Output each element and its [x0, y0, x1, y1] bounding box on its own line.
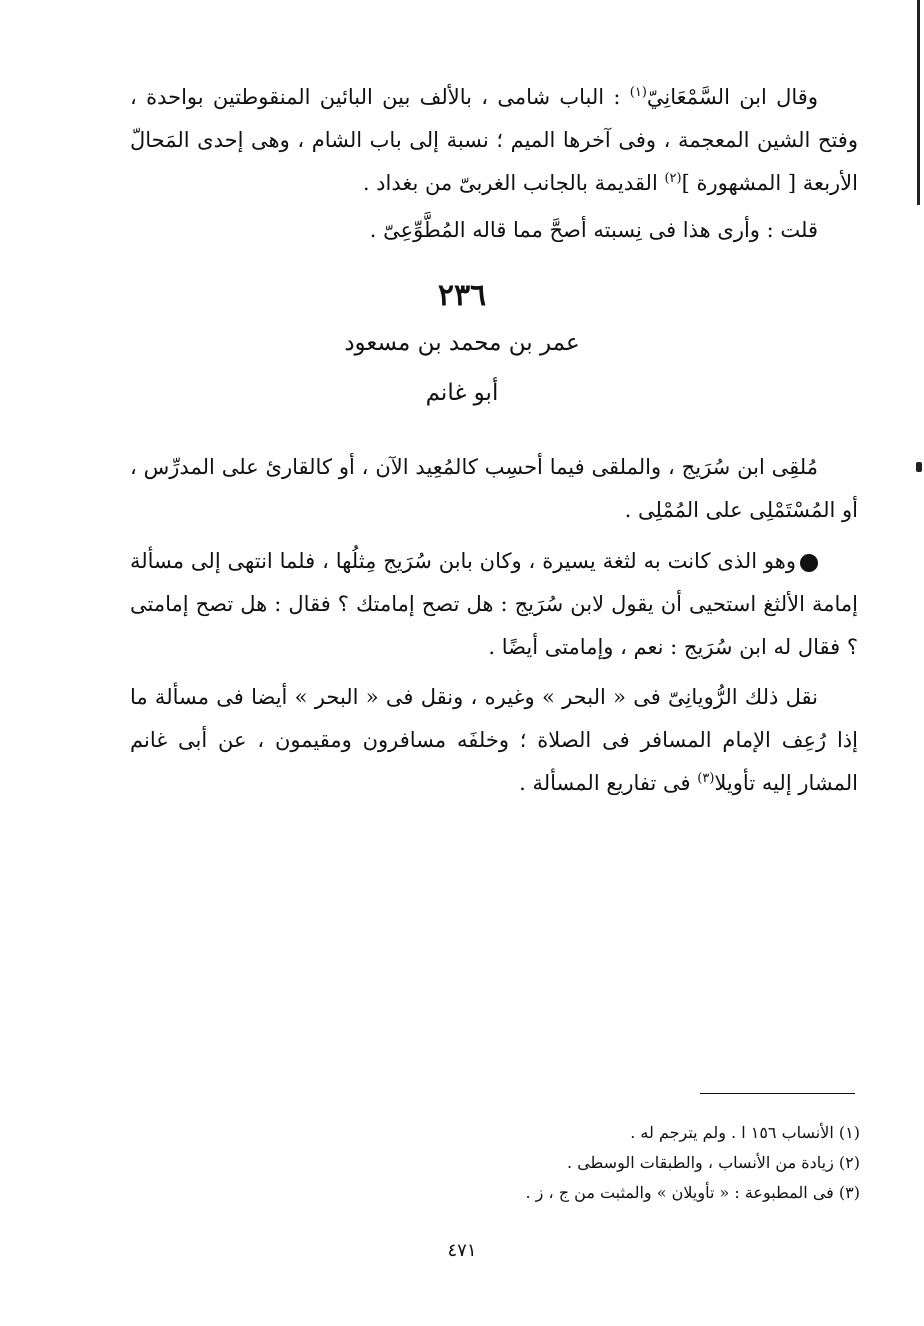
- entry-number: ٢٣٦: [437, 278, 487, 313]
- footnote-ref-1: (١): [629, 85, 647, 100]
- footnotes: [400, 1118, 860, 1208]
- paragraph-4-text: وهو الذى كانت به لثغة يسيرة ، وكان بابن سُرَيج مِثلُها ، فلما انتهى إلى مسألة إمامة الألثغ استحيى أن يقول لابن سُرَيج : هل تصح إمامتك ؟ فقال : هل تصح إمامتى ؟ فقال له ابن سُرَيج : نعم ، وإمامتى أيضًا .: [130, 549, 858, 659]
- paragraph-1-text-a: وقال ابن السَّمْعَانِيّ: [646, 85, 818, 109]
- paragraph-ruyani-report: [130, 676, 858, 805]
- entry-kunya: أبو غانم: [425, 380, 499, 406]
- paragraph-1-text-c: القديمة بالجانب الغربىّ من بغداد .: [362, 171, 665, 195]
- paragraph-5-text-b: فى تفاريع المسألة .: [519, 771, 698, 795]
- page-number: ٤٧١: [447, 1240, 477, 1261]
- footnote-2: (٢) زيادة من الأنساب ، والطبقات الوسطى .: [567, 1153, 860, 1172]
- page-edge-line: [917, 0, 920, 205]
- entry-name: عمر بن محمد بن مسعود: [344, 330, 580, 356]
- page-edge-mark: [916, 462, 922, 472]
- bullet-icon: [800, 554, 818, 572]
- paragraph-lisp-anecdote: [130, 540, 858, 669]
- paragraph-1-text-b: : الباب شامى ، بالألف بين البائين المنقوطتين بواحدة ، وفتح الشين المعجمة ، وفى آخرها الميم ؛ نسبة إلى باب الشام ، وهى إحدى المَحالّ الأربعة [ المشهورة ]: [130, 85, 858, 195]
- footnote-ref-2: (٢): [664, 171, 682, 186]
- footnote-3: (٣) فى المطبوعة : « تأويلان » والمثبت من ج ، ز .: [525, 1183, 860, 1202]
- paragraph-sam-ani-quote: [130, 76, 858, 205]
- footnote-1: (١) الأنساب ١٥٦ ا . ولم يترجم له .: [630, 1123, 860, 1142]
- paragraph-mulqi-definition: مُلقِى ابن سُرَيج ، والملقى فيما أحسِب كالمُعِيد الآن ، أو كالقارئ على المدرِّس ، أو المُسْتَمْلِى على المُمْلِى .: [130, 455, 858, 522]
- paragraph-author-opinion: قلت : وأرى هذا فى نِسبته أصحَّ مما قاله المُطَّوِّعِىّ .: [369, 218, 818, 242]
- footnote-ref-3: (٣): [697, 771, 715, 786]
- paragraph-5-text-a: نقل ذلك الرُّويانِىّ فى « البحر » وغيره ، ونقل فى « البحر » أيضا فى مسألة ما إذا رُعِف الإمام المسافر فى الصلاة ؛ وخلفَه مسافرون ومقيمون ، عن أبى غانم المشار إليه تأويلا: [130, 685, 858, 795]
- footnote-separator: [700, 1093, 855, 1094]
